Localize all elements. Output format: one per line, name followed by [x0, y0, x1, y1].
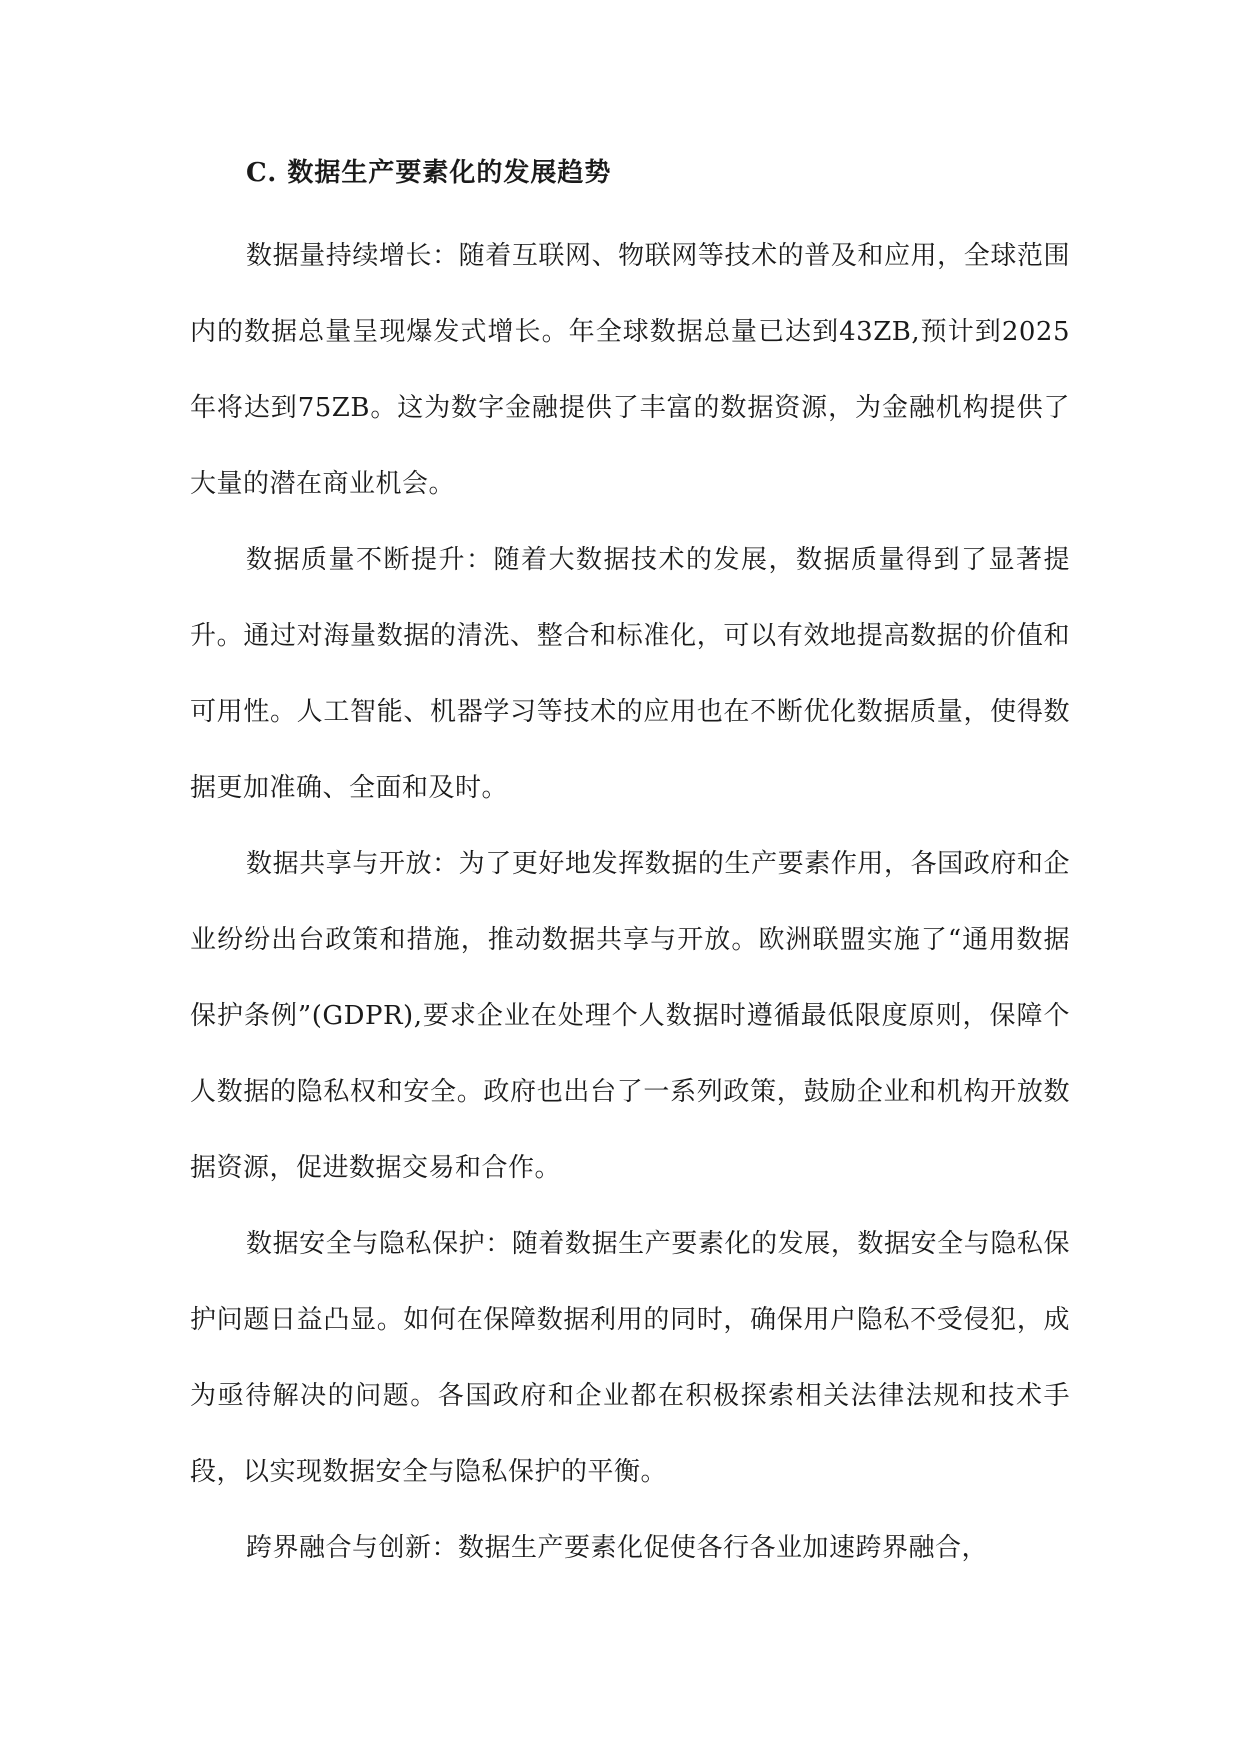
paragraph-cross-industry: 跨界融合与创新：数据生产要素化促使各行各业加速跨界融合， — [246, 1533, 989, 1563]
paragraph-data-sharing: 数据共享与开放：为了更好地发挥数据的生产要素作用，各国政府和企业纷纷出台政策和措施，推动数据共享与开放。欧洲联盟实施了“通用数据保护条例”(GDPR),要求企业在处理个人数据时遵循最低限度原则，保障个人数据的隐私权和安全。政府也出台了一系列政策，鼓励企业和机构开放数据资源，促进数据交易和合作。 — [190, 849, 1070, 1183]
paragraph-data-security: 数据安全与隐私保护：随着数据生产要素化的发展，数据安全与隐私保护问题日益凸显。如何在保障数据利用的同时，确保用户隐私不受侵犯，成为亟待解决的问题。各国政府和企业都在积极探索相关法律法规和技术手段，以实现数据安全与隐私保护的平衡。 — [190, 1229, 1070, 1487]
paragraph-data-quality: 数据质量不断提升：随着大数据技术的发展，数据质量得到了显著提升。通过对海量数据的清洗、整合和标准化，可以有效地提高数据的价值和可用性。人工智能、机器学习等技术的应用也在不断优化数据质量，使得数据更加准确、全面和及时。 — [190, 545, 1070, 803]
paragraph-data-volume: 数据量持续增长：随着互联网、物联网等技术的普及和应用，全球范围内的数据总量呈现爆发式增长。年全球数据总量已达到43ZB,预计到2025年将达到75ZB。这为数字金融提供了丰富的数据资源，为金融机构提供了大量的潜在商业机会。 — [190, 241, 1070, 499]
document-body — [190, 150, 1070, 1586]
section-heading: C. 数据生产要素化的发展趋势 — [246, 158, 612, 188]
